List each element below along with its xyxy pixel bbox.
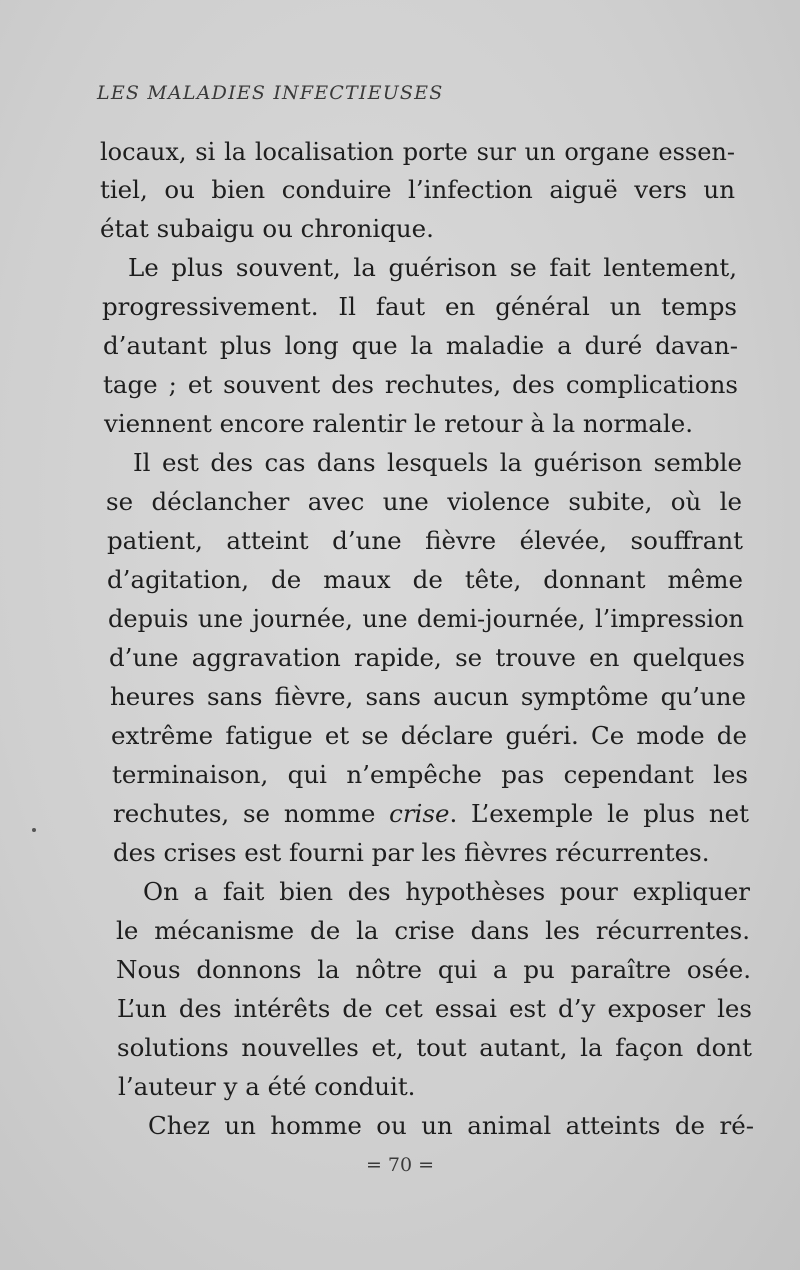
- page-number: = 70 =: [365, 1154, 435, 1176]
- paper-speck: [32, 828, 36, 832]
- text-line: se déclancher avec une violence subite, où le: [106, 487, 742, 516]
- text-line: terminaison, qui n’empêche pas cependant les: [112, 760, 748, 789]
- text-line: Chez un homme ou un animal atteints de ré-: [148, 1111, 754, 1140]
- text-line: solutions nouvelles et, tout autant, la façon dont: [117, 1033, 752, 1062]
- term-crise: crise: [389, 799, 450, 828]
- text-line: le mécanisme de la crise dans les récurrentes.: [116, 916, 750, 945]
- text-line: l’auteur y a été conduit.: [118, 1072, 416, 1101]
- text-line: progressivement. Il faut en général un temps: [102, 292, 737, 321]
- text-line: Le plus souvent, la guérison se fait lentement,: [128, 253, 737, 282]
- text-line: depuis une journée, une demi-journée, l’impression: [108, 605, 744, 633]
- text-line: L’un des intérêts de cet essai est d’y exposer les: [117, 994, 752, 1023]
- text-line: heures sans fièvre, sans aucun symptôme qu’une: [110, 682, 746, 711]
- text-line: rechutes, se nomme crise. L’exemple le plus net: [113, 799, 749, 828]
- text-line: viennent encore ralentir le retour à la normale.: [104, 409, 694, 438]
- text-line: des crises est fourni par les fièvres récurrentes.: [113, 838, 710, 867]
- running-head: LES MALADIES INFECTIEUSES: [97, 82, 444, 104]
- text-line: locaux, si la localisation porte sur un organe essen-: [100, 138, 735, 166]
- text-line: état subaigu ou chronique.: [100, 214, 434, 243]
- text-line: d’une aggravation rapide, se trouve en quelques: [109, 643, 745, 672]
- text-line: On a fait bien des hypothèses pour expliquer: [143, 877, 750, 906]
- text-line: patient, atteint d’une fièvre élevée, souffrant: [107, 526, 743, 555]
- text-line: d’autant plus long que la maladie a duré davan-: [103, 331, 738, 360]
- text-line: tiel, ou bien conduire l’infection aiguë vers un: [100, 175, 735, 204]
- text-line: tage ; et souvent des rechutes, des complications: [103, 370, 738, 399]
- text-line: Il est des cas dans lesquels la guérison semble: [133, 448, 742, 477]
- text-line: extrême fatigue et se déclare guéri. Ce mode de: [111, 721, 747, 750]
- text-line: Nous donnons la nôtre qui a pu paraître osée.: [116, 955, 751, 984]
- text-line: d’agitation, de maux de tête, donnant même: [107, 565, 743, 594]
